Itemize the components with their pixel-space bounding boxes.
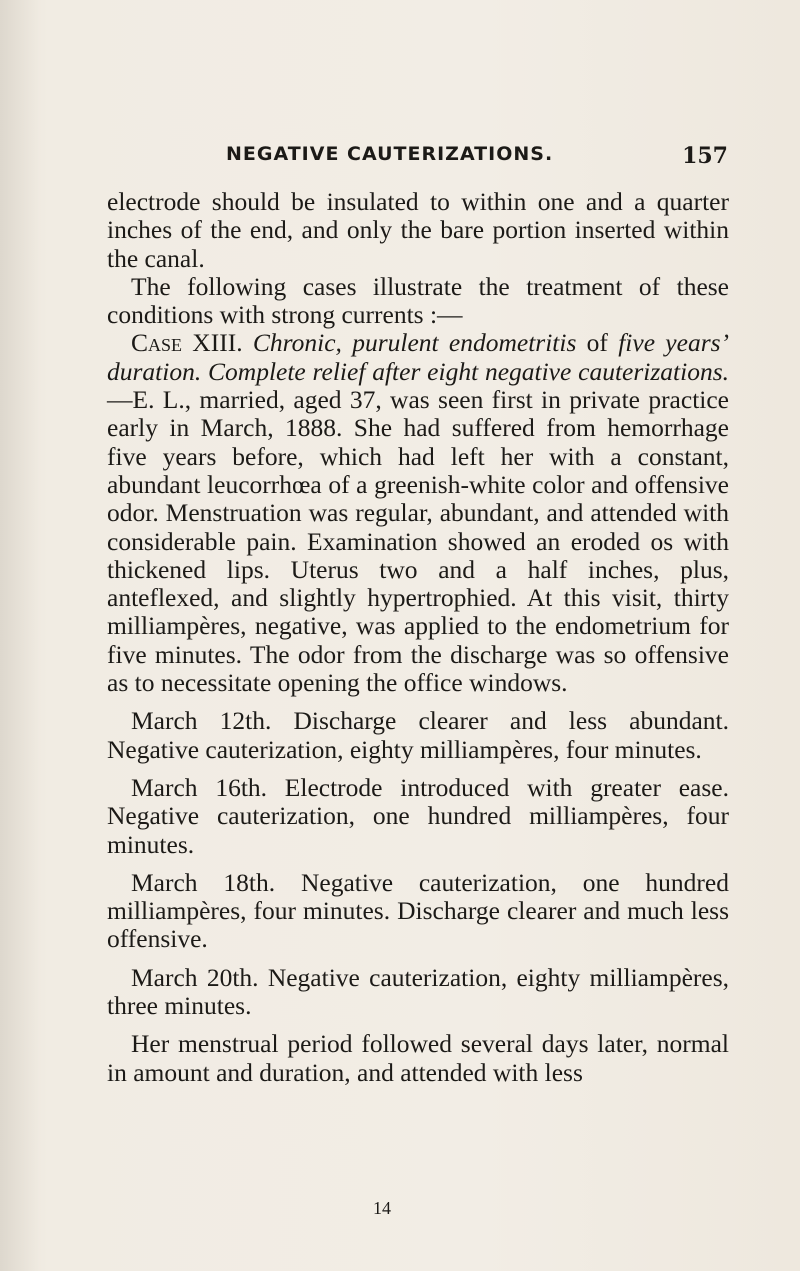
paragraph-intro: The following cases illustrate the treatment of these conditions with strong currents :— (107, 271, 729, 330)
paragraph-march-20: March 20th. Negative cauterization, eighty milliampères, three minutes. (107, 962, 729, 1021)
body-text (107, 188, 729, 1087)
case-title-part: five years’ (618, 328, 730, 358)
case-title-part: Chronic, (252, 328, 342, 358)
case-title-part: purulent endometritis (352, 328, 577, 358)
signature-mark: 14 (373, 1198, 391, 1218)
page-gutter-shadow (0, 0, 40, 1271)
case-title-part: Complete relief after eight negative cauterizations. (208, 356, 729, 386)
paragraph-march-18: March 18th. Negative cauterization, one hundred milliampères, four minutes. Discharge clearer and much less offensive. (107, 867, 729, 954)
page-number: 157 (682, 143, 728, 169)
paragraph-case (107, 329, 729, 697)
case-body: —E. L., married, aged 37, was seen first in private practice early in March, 1888. She had suffered from hemorrhage five years before, which had left her with a constant, abundant leucorrhœa of a greenish-white color and offensive odor. Menstruation was regular, abundant, and attended with considerable pain. Examination showed an eroded os with thickened lips. Uterus two and a half inches, plus, anteflexed, and slightly hypertrophied. At this visit, thirty milliampères, negative, was applied to the endometrium for five minutes. The odor from the discharge was so offensive as to necessitate opening the office windows. (107, 385, 729, 698)
paragraph-march-16: March 16th. Electrode introduced with greater ease. Negative cauterization, one hundred milliampères, four minutes. (107, 772, 729, 859)
case-title-part: duration. (107, 356, 202, 386)
case-label: Case XIII. (131, 328, 243, 358)
paragraph-continuation: electrode should be insulated to within one and a quarter inches of the end, and only the bare portion inserted within the canal. (107, 187, 729, 273)
case-title-part: of (586, 328, 608, 358)
running-title: NEGATIVE CAUTERIZATIONS. (226, 143, 554, 165)
paragraph-march-12: March 12th. Discharge clearer and less abundant. Negative cauterization, eighty milliampères, four minutes. (107, 706, 729, 764)
paragraph-final: Her menstrual period followed several days later, normal in amount and duration, and attended with less (107, 1029, 729, 1087)
running-head (108, 143, 728, 173)
